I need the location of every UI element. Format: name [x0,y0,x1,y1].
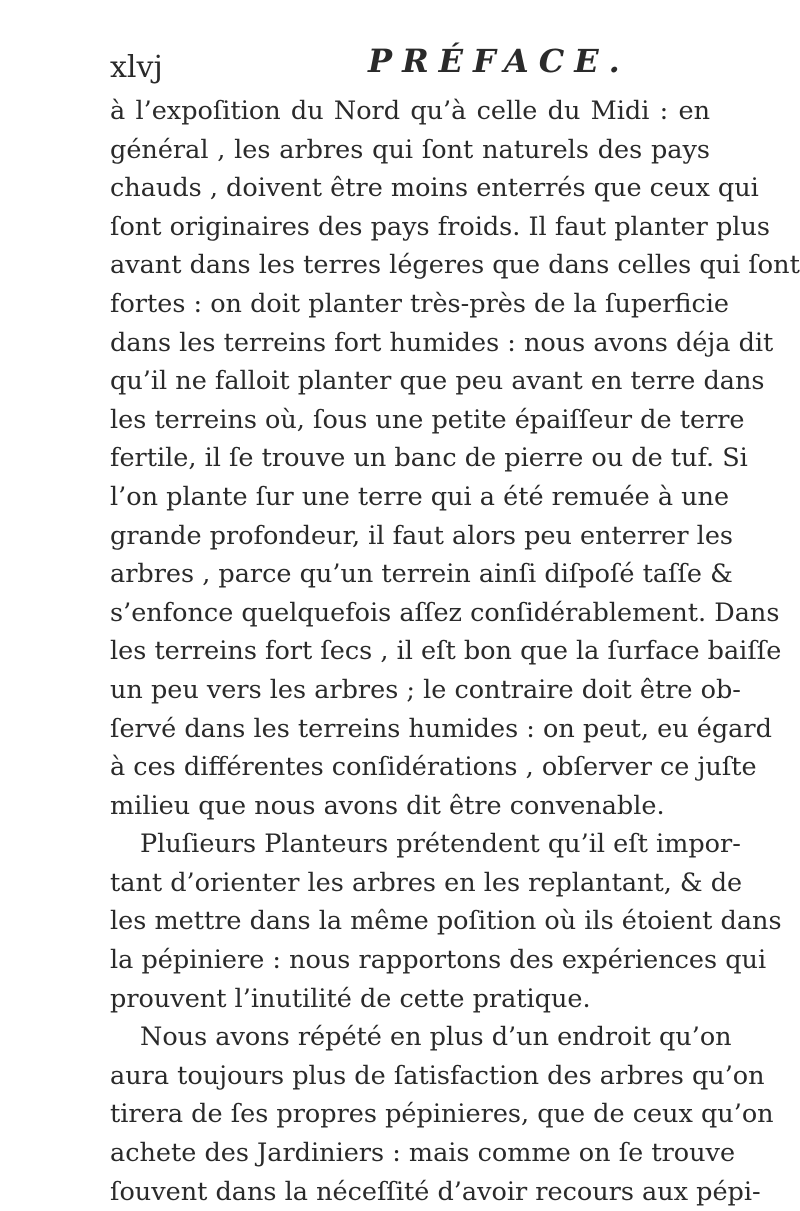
text-line: à l’expoſition du Nord qu’à celle du Midi : en [110,96,710,126]
text-line: Nous avons répété en plus d’un endroit qu’on [140,1022,732,1053]
text-line: qu’il ne falloit planter que peu avant en terre dans [110,366,765,397]
page-title: PRÉFACE. [368,42,630,80]
text-line: à ces différentes conſidérations , obſerver ce juſte [110,752,757,783]
text-line: arbres , parce qu’un terrein ainſi diſpoſé taſſe & [110,559,733,590]
text-line: tirera de ſes propres pépinieres, que de ceux qu’on [110,1099,774,1130]
text-line: dans les terreins fort humides : nous avons déja dit [110,327,774,358]
text-line: ſouvent dans la néceſſité d’avoir recours aux pépi- [110,1176,761,1207]
text-line: fortes : on doit planter très-près de la ſuperficie [110,288,730,319]
text-line: ſont originaires des pays froids. Il faut planter plus [110,211,770,242]
text-line: ſervé dans les terreins humides : on peut, eu égard [110,713,772,744]
text-line: général , les arbres qui ſont naturels des pays [110,134,710,165]
text-line: chauds , doivent être moins enterrés que ceux qui [110,173,759,204]
text-line: milieu que nous avons dit être convenable. [110,790,665,821]
text-line: grande profondeur, il faut alors peu enterrer les [110,520,733,551]
text-line: aura toujours plus de ſatisfaction des arbres qu’on [110,1060,765,1091]
text-line: l’on plante ſur une terre qui a été remuée à une [110,481,730,512]
text-line: un peu vers les arbres ; le contraire doit être ob- [110,674,741,705]
text-line: tant d’orienter les arbres en les replantant, & de [110,867,743,898]
page-number: xlvj [110,50,163,85]
text-line: prouvent l’inutilité de cette pratique. [110,983,591,1014]
text-line: Pluſieurs Planteurs prétendent qu’il eſt impor- [140,829,741,860]
text-line: les terreins fort ſecs , il eſt bon que la ſurface baiſſe [110,636,782,667]
running-head [110,38,730,88]
text-line: achete des Jardiniers : mais comme on ſe trouve [110,1138,736,1169]
text-line: les terreins où, ſous une petite épaiſſeur de terre [110,404,745,435]
text-line: s’enfonce quelquefois aſſez conſidérablement. Dans [110,597,780,628]
text-line: les mettre dans la même poſition où ils étoient dans [110,906,782,937]
body-text [110,92,800,1211]
text-line: la pépiniere : nous rapportons des expériences qui [110,945,767,976]
text-line: avant dans les terres légeres que dans celles qui ſont [110,250,800,281]
text-line: fertile, il ſe trouve un banc de pierre ou de tuf. Si [110,443,748,474]
